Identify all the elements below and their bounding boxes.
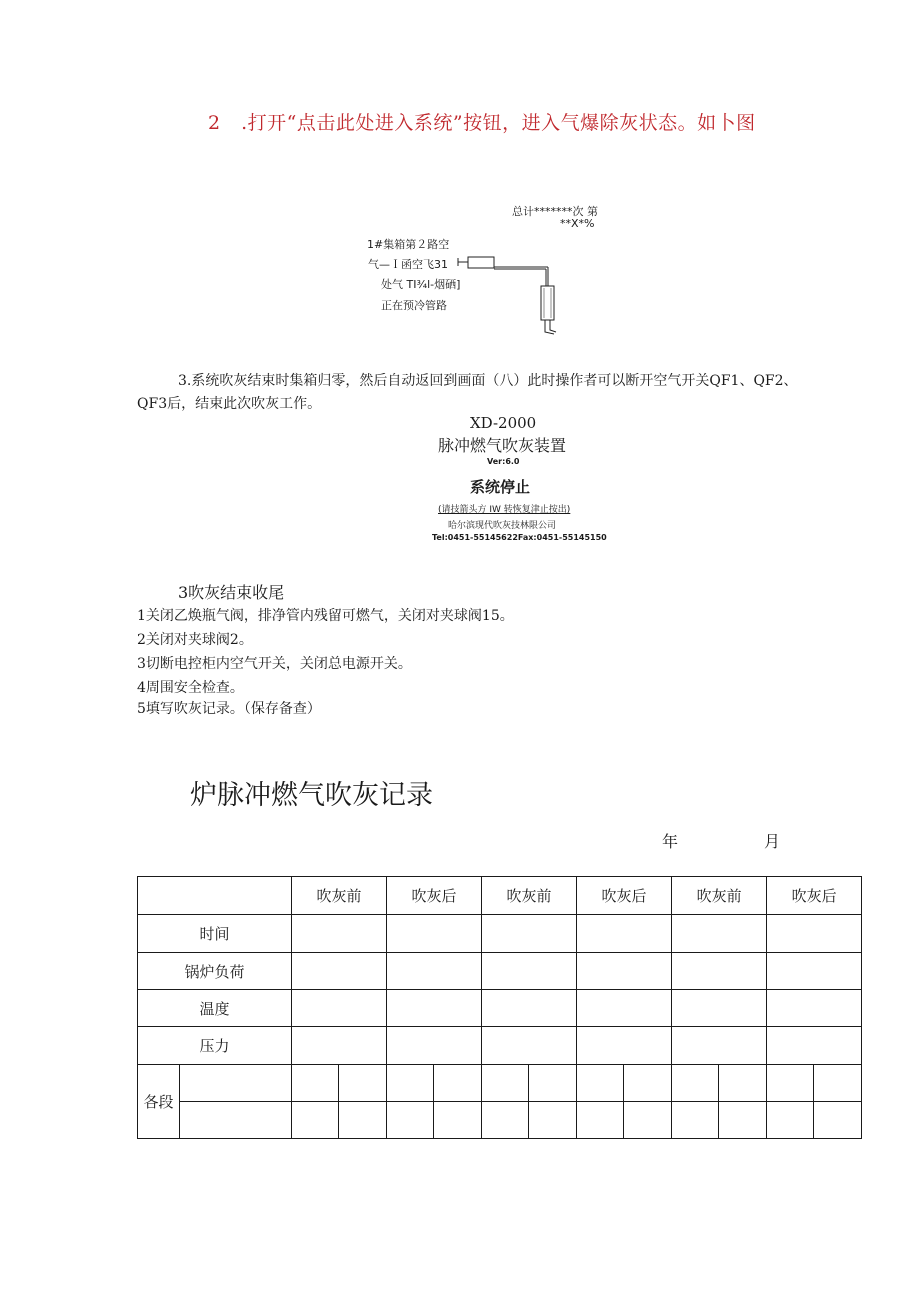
header-cell: 吹灰后: [387, 877, 482, 915]
data-cell: [577, 990, 672, 1027]
record-year-label: 年: [662, 832, 679, 851]
row-label: 压力: [138, 1027, 292, 1065]
table-header-row: [138, 877, 862, 915]
data-cell: [672, 990, 767, 1027]
data-cell: [767, 990, 862, 1027]
figure1-label-3: 处气 TI¾l-烟硒]: [381, 278, 461, 291]
step2-number: 2: [208, 112, 221, 134]
data-cell: [387, 990, 482, 1027]
row-label: 时间: [138, 915, 292, 953]
figure2-title: 脉冲燃气吹灰装置: [438, 436, 567, 455]
data-cell: [387, 915, 482, 953]
segment-cell: [624, 1102, 672, 1139]
figure2-contact: Tel:0451-55145622Fax:0451-55145150: [432, 533, 607, 542]
segment-cell: [482, 1102, 529, 1139]
data-cell: [292, 915, 387, 953]
table-row: [138, 953, 862, 990]
data-cell: [482, 1027, 577, 1065]
data-cell: [387, 1027, 482, 1065]
header-cell: 吹灰前: [482, 877, 577, 915]
data-cell: [767, 1027, 862, 1065]
section3-item-4: 4周围安全检查。: [137, 680, 244, 696]
figure1-label-4: 正在预冷管路: [381, 299, 447, 312]
figure2-company: 哈尔滨现代吹灰技林限公司: [448, 521, 557, 531]
segment-cell: [767, 1102, 814, 1139]
segment-cell: [180, 1102, 292, 1139]
figure1-total: 总计*******次 第: [512, 205, 598, 218]
data-cell: [672, 953, 767, 990]
segment-cell: [387, 1102, 434, 1139]
section3-item-3: 3切断电控柜内空气开关，关闭总电源开关。: [137, 656, 412, 672]
figure2-status: 系统停止: [470, 478, 531, 496]
table-row: [138, 915, 862, 953]
figure1-label-2: 气—Ｉ函空飞31: [368, 258, 448, 271]
record-table: [137, 876, 862, 1139]
segment-cell: [292, 1065, 339, 1102]
segment-cell: [577, 1065, 624, 1102]
figure2-version: Ver:6.0: [487, 457, 520, 466]
section3-item-2: 2关闭对夹球阀2。: [137, 632, 253, 648]
data-cell: [577, 953, 672, 990]
collector-cylinder: [541, 286, 554, 320]
record-month-label: 月: [764, 832, 781, 851]
segment-cell: [180, 1065, 292, 1102]
segment-cell: [387, 1065, 434, 1102]
step2-text: .打开“点击此处进入系统”按钮，进入气爆除灰状态。如卜图: [241, 112, 756, 134]
segment-cell: [577, 1102, 624, 1139]
segment-label: 各段: [138, 1065, 180, 1139]
segment-cell: [624, 1065, 672, 1102]
valve-box: [468, 257, 494, 268]
segment-row: [138, 1065, 862, 1102]
data-cell: [672, 915, 767, 953]
data-cell: [767, 915, 862, 953]
segment-cell: [434, 1102, 482, 1139]
segment-cell: [814, 1102, 862, 1139]
section3-heading: 3吹灰结束收尾: [178, 583, 285, 602]
header-cell: 吹灰前: [292, 877, 387, 915]
segment-cell: [339, 1102, 387, 1139]
data-cell: [482, 990, 577, 1027]
section3-item-1: 1关闭乙焕瓶气阀，排净管内残留可燃气，关闭对夹球阀15。: [137, 608, 514, 624]
header-cell: 吹灰前: [672, 877, 767, 915]
segment-cell: [339, 1065, 387, 1102]
step3-line2: QF3后，结束此次吹灰工作。: [137, 396, 322, 412]
segment-cell: [292, 1102, 339, 1139]
segment-cell: [482, 1065, 529, 1102]
segment-cell: [719, 1102, 767, 1139]
header-blank-cell: [138, 877, 292, 915]
segment-row: [138, 1102, 862, 1139]
record-title: 炉脉冲燃气吹灰记录: [190, 780, 433, 811]
data-cell: [767, 953, 862, 990]
step2-heading: [208, 108, 756, 135]
data-cell: [482, 953, 577, 990]
outlet-pipe-2: [550, 320, 556, 332]
header-cell: 吹灰后: [577, 877, 672, 915]
segment-cell: [434, 1065, 482, 1102]
section3-item-5: 5填写吹灰记录。（保存备查）: [137, 701, 321, 717]
data-cell: [292, 990, 387, 1027]
data-cell: [387, 953, 482, 990]
row-label: 锅炉负荷: [138, 953, 292, 990]
data-cell: [292, 1027, 387, 1065]
figure1-percent: **X*%: [560, 217, 595, 230]
row-label: 温度: [138, 990, 292, 1027]
data-cell: [577, 915, 672, 953]
data-cell: [672, 1027, 767, 1065]
segment-cell: [814, 1065, 862, 1102]
segment-cell: [672, 1102, 719, 1139]
table-row: [138, 1027, 862, 1065]
pipe-diagram: [440, 250, 580, 345]
segment-cell: [767, 1065, 814, 1102]
segment-cell: [529, 1065, 577, 1102]
segment-cell: [719, 1065, 767, 1102]
step3-line1: 3.系统吹灰结束时集箱归零，然后自动返回到画面（八）此时操作者可以断开空气开关QF1、QF2、: [178, 373, 798, 389]
figure2-hint: (请技箭头方 IW 转恢复津止按出): [438, 505, 571, 515]
data-cell: [577, 1027, 672, 1065]
table-row: [138, 990, 862, 1027]
data-cell: [292, 953, 387, 990]
figure2-model: XD-2000: [470, 414, 537, 432]
segment-cell: [672, 1065, 719, 1102]
header-cell: 吹灰后: [767, 877, 862, 915]
segment-cell: [529, 1102, 577, 1139]
data-cell: [482, 915, 577, 953]
figure1-label-1: 1#集箱第２路空: [367, 238, 450, 251]
